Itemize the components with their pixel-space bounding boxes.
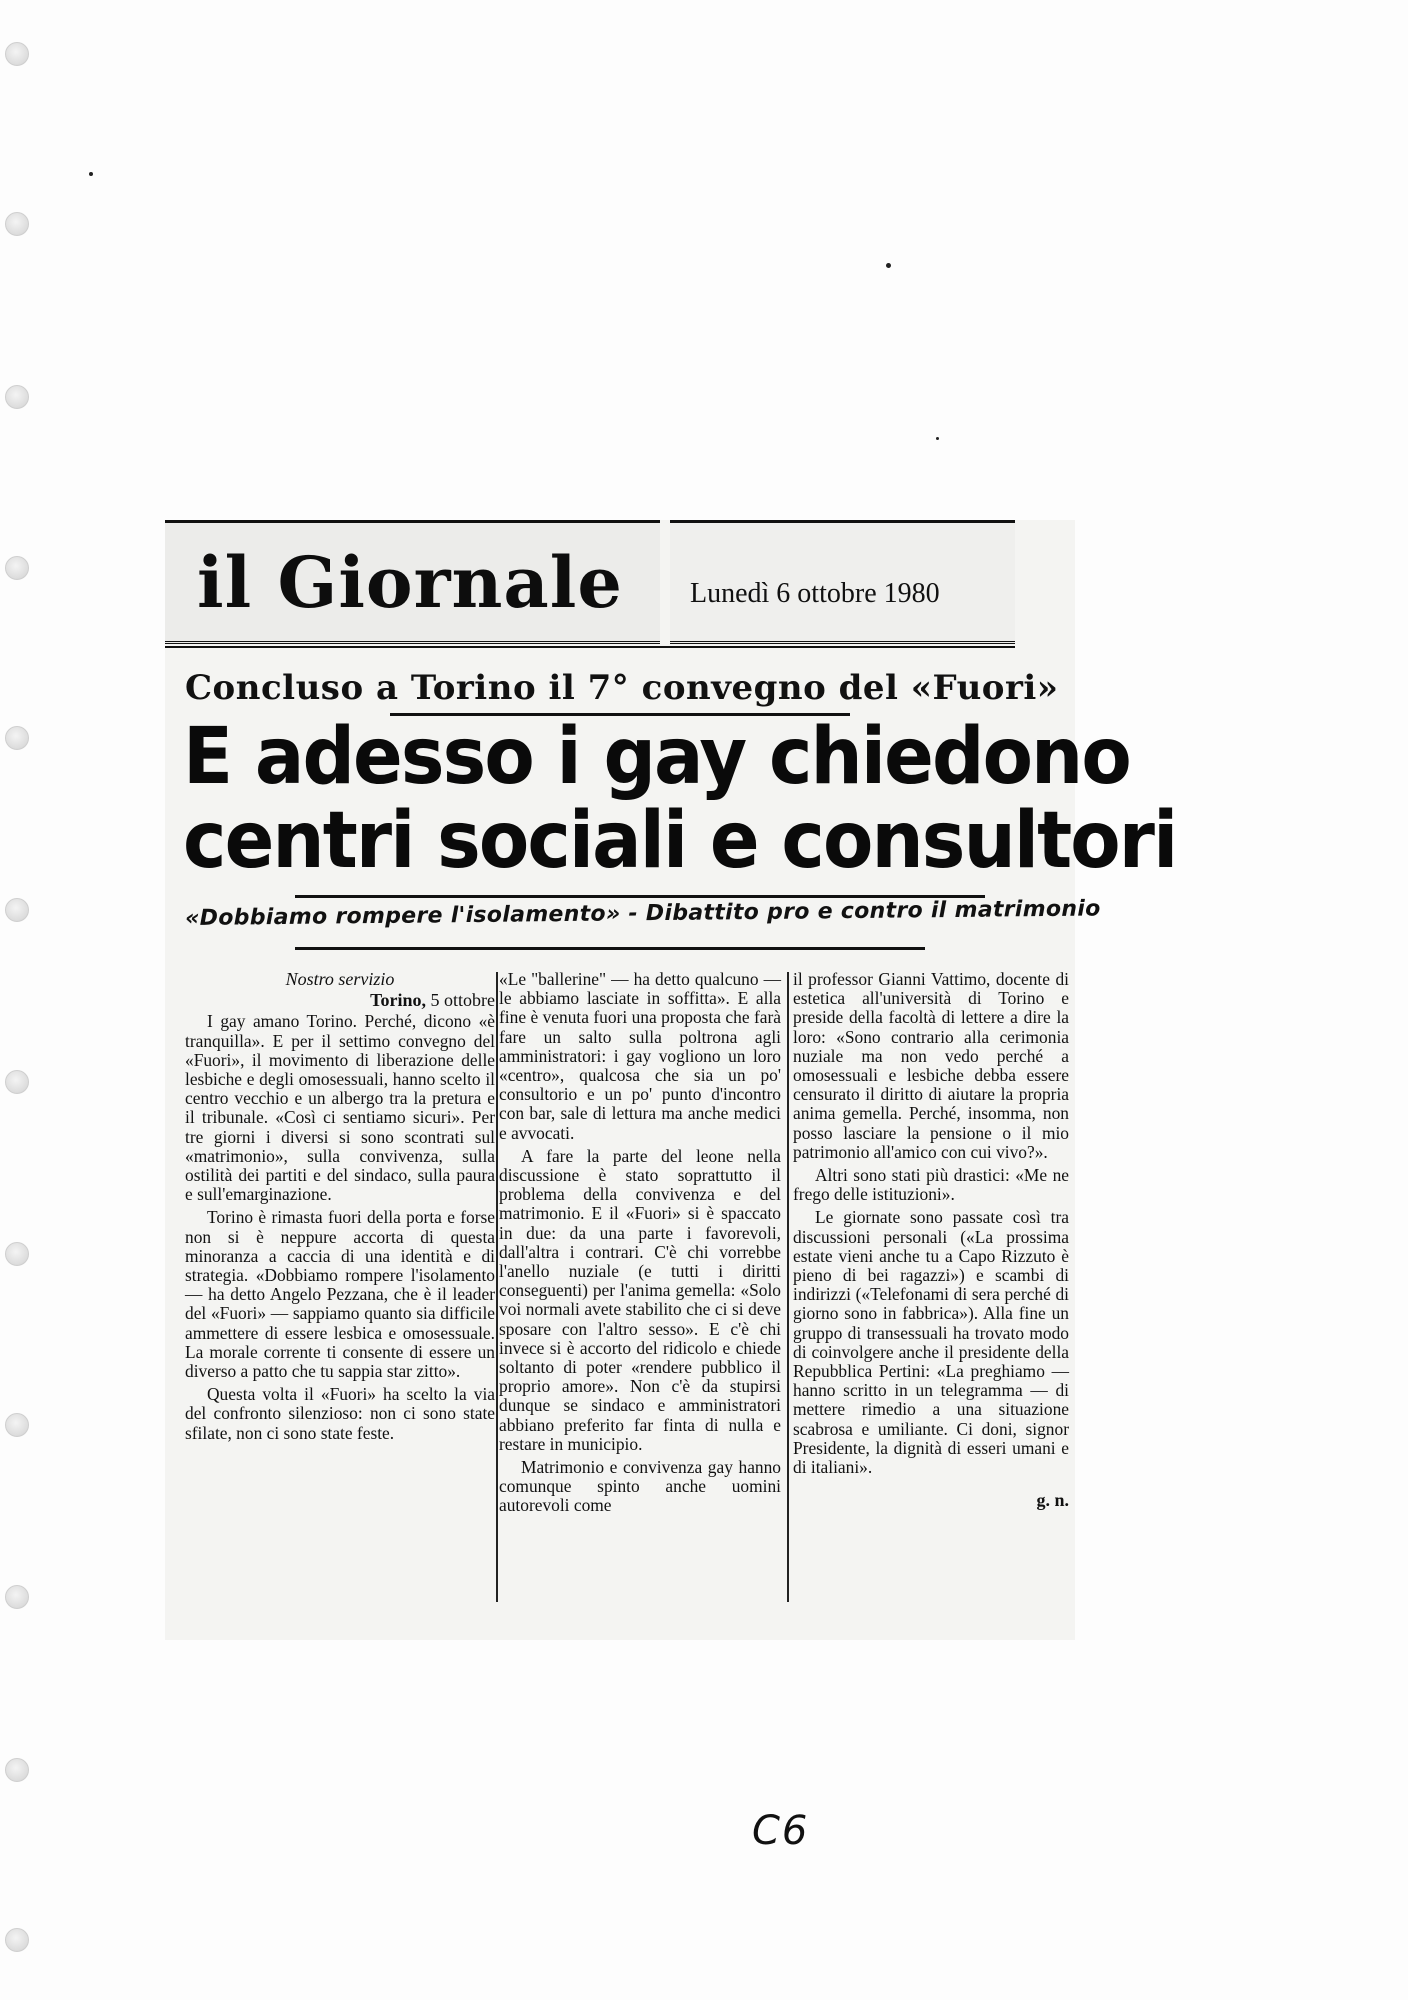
byline-service: Nostro servizio <box>285 969 395 989</box>
binder-hole-icon <box>5 1413 29 1437</box>
handwritten-page-mark: C6 <box>752 1808 810 1854</box>
binder-hole-icon <box>5 385 29 409</box>
article-column-1 <box>185 970 495 1443</box>
article-kicker: Concluso a Torino il 7° convegno del «Fuori» <box>185 668 1059 708</box>
binder-hole-icon <box>5 1070 29 1094</box>
binder-hole-icon <box>5 556 29 580</box>
dateline-place: Torino, <box>370 990 426 1011</box>
binder-hole-icon <box>5 1928 29 1952</box>
dateline-date: 5 ottobre <box>430 990 495 1011</box>
masthead-date-box <box>670 520 1015 644</box>
paragraph: Le giornate sono passate così tra discussioni personali («La prossima estate vieni anche tu a Capo Rizzuto è pieno di bei ragazzi») e scambi di indirizzi («Telefonami di sera perché di giorno sono in fabbrica»). Alla fine un gruppo di transessuali ha trovato modo di coinvolgere anche il presidente della Repubblica Pertini: «La preghiamo — hanno scritto in un telegramma — di mettere rimedio a una situazione scabrosa e umiliante. Ci doni, signor Presidente, la dignità di esseri umani e di italiani». <box>793 1207 1069 1478</box>
column-divider <box>787 972 789 1602</box>
binder-hole-icon <box>5 212 29 236</box>
scan-speck <box>89 172 93 176</box>
scan-speck <box>886 263 891 268</box>
dateline <box>185 991 495 1010</box>
binder-hole-icon <box>5 1585 29 1609</box>
binder-hole-icon <box>5 1758 29 1782</box>
paragraph: Altri sono stati più drastici: «Me ne frego delle istituzioni». <box>793 1165 1069 1205</box>
binder-hole-icon <box>5 726 29 750</box>
headline-line-2: centri sociali e consultori <box>183 796 1177 886</box>
paragraph: I gay amano Torino. Perché, dicono «è tranquilla». E per il settimo convegno del «Fuori», il movimento di liberazione delle lesbiche e degli omosessuali, hanno scelto il centro vecchio e un albergo tra la pretura e il tribunale. «Così ci sentiamo sicuri». Per tre giorni i diversi si sono scontrati sul «matrimonio», sulla convivenza, sulla ostilità dei partiti e del sindaco, sulla paura e sull'emarginazione. <box>185 1011 495 1205</box>
paragraph: Torino è rimasta fuori della porta e forse non si è neppure accorta di questa minoranza a caccia di una identità e di strategia. «Dobbiamo rompere l'isolamento — ha detto Angelo Pezzana, che è il leader del «Fuori» — sappiamo quanto sia difficile ammettere di essere lesbica e omosessuale. La morale corrente ti consente di essere un diverso a patto che tu sappia star zitto». <box>185 1207 495 1382</box>
article-column-3 <box>793 970 1069 1510</box>
newspaper-name: il Giornale <box>197 541 623 624</box>
headline-line-1: E adesso i gay chiedono <box>183 712 1130 802</box>
binder-hole-icon <box>5 42 29 66</box>
paragraph: «Le "ballerine" — ha detto qualcuno — le abbiamo lasciate in soffitta». E alla fine è venuta fuori una proposta che farà fare un salto sulla poltrona agli amministratori: i gay vogliono un loro «centro», qualcosa che sia un po' consultorio e un po' punto d'incontro con bar, sale di lettura ma anche medici e avvocati. <box>499 969 781 1143</box>
paragraph: il professor Gianni Vattimo, docente di estetica all'università di Torino e preside della facoltà di lettere a dire la loro: «Sono contrario alla cerimonia nuziale ma non vedo perché a omosessuali e lesbiche debba essere censurato il diritto di aiutare la propria anima gemella. Perché, insomma, non posso lasciare la pensione o il mio patrimonio all'amico con cui vivo?». <box>793 969 1069 1162</box>
paragraph: Matrimonio e convivenza gay hanno comunque spinto anche uomini autorevoli come <box>499 1457 781 1516</box>
scan-speck <box>936 437 939 440</box>
paragraph: Questa volta il «Fuori» ha scelto la via del confronto silenzioso: non ci sono state sfilate, non ci sono state feste. <box>185 1384 495 1443</box>
deck-underline <box>295 947 925 950</box>
article-column-2 <box>499 970 781 1516</box>
binder-hole-icon <box>5 1242 29 1266</box>
masthead-rule <box>165 646 1015 648</box>
masthead <box>165 520 660 644</box>
column-divider <box>496 972 498 1602</box>
headline-underline <box>295 895 985 898</box>
article-deck: «Dobbiamo rompere l'isolamento» - Dibattito pro e contro il matrimonio <box>185 896 1101 931</box>
publication-date: Lunedì 6 ottobre 1980 <box>690 578 940 609</box>
paragraph: A fare la parte del leone nella discussione è stato soprattutto il problema della convivenza e del matrimonio. E il «Fuori» si è spaccato in due: da una parte i favorevoli, dall'altra i contrari. C'è chi vorrebbe l'anello nuziale (e tutti i diritti conseguenti) per l'anima gemella: «Solo voi normali avete stabilito che ci si deve sposare con l'altro sesso». E c'è chi invece si è accorto del ridicolo e chiede soltanto di poter «rendere pubblico il proprio amore». Non c'è da stupirsi dunque se sindaco e amministratori abbiano preferito far finta di nulla e restare in municipio. <box>499 1145 781 1454</box>
newspaper-clipping <box>165 520 1177 1640</box>
article-headline <box>183 712 1177 886</box>
author-initials: g. n. <box>1036 1490 1069 1511</box>
binder-hole-icon <box>5 898 29 922</box>
